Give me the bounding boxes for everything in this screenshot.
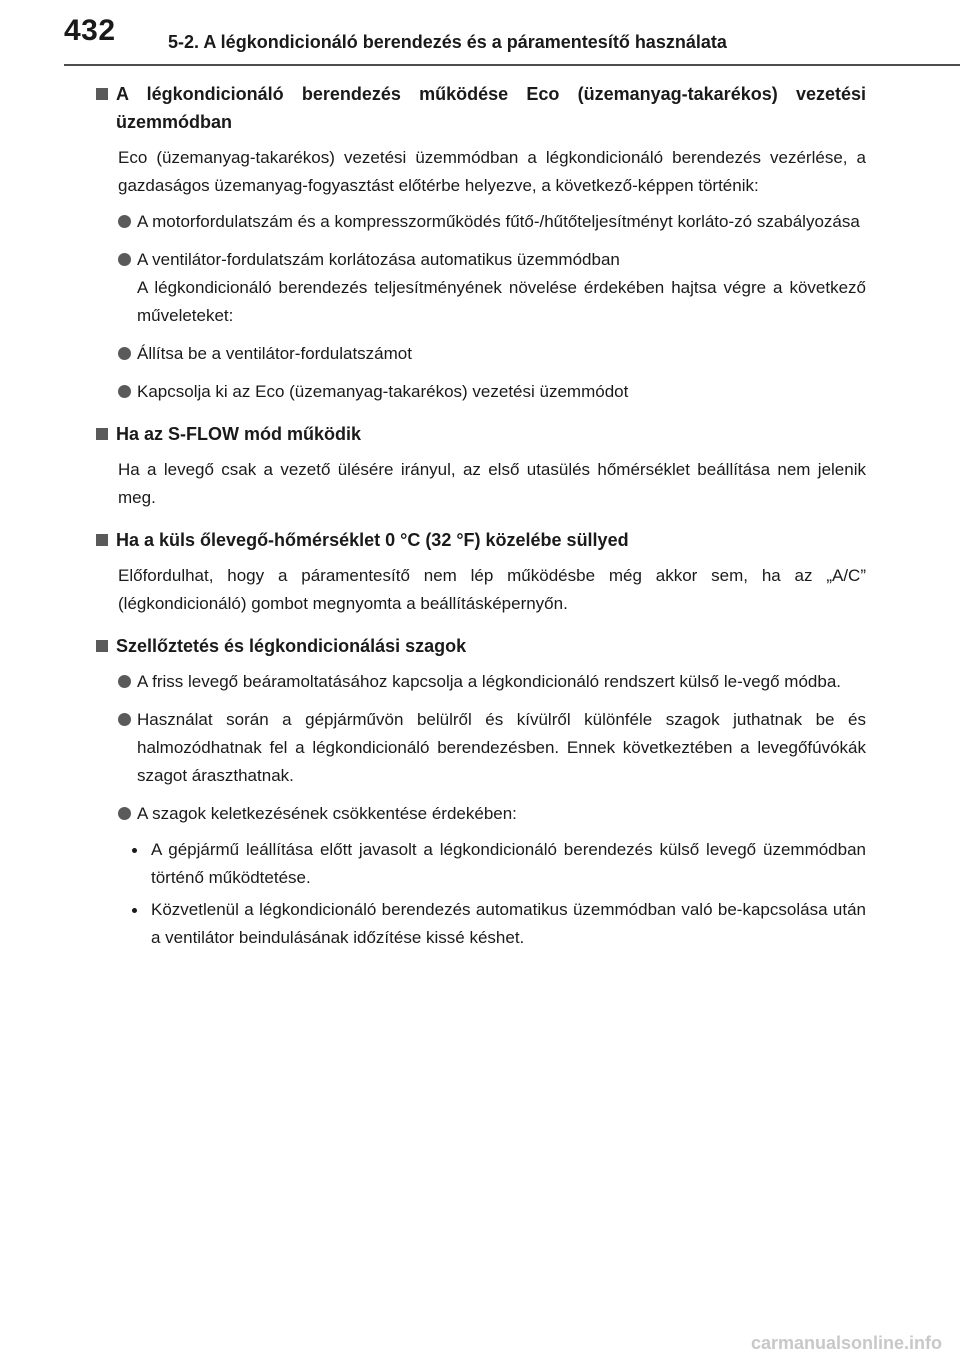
page-body bbox=[96, 80, 866, 966]
list-item-line: A ventilátor-fordulatszám korlátozása automatikus üzemmódban bbox=[137, 250, 620, 269]
list-item-text: A friss levegő beáramoltatásához kapcsolja a légkondicionáló rendszert külső le-vegő módba. bbox=[137, 672, 842, 691]
sub-list-item-text: A gépjármű leállítása előtt javasolt a légkondicionáló berendezés külső levegő üzemmódban történő működtetése. bbox=[151, 840, 866, 887]
square-bullet-icon bbox=[96, 534, 108, 546]
list-item bbox=[118, 340, 866, 368]
list-item bbox=[118, 800, 866, 828]
section-heading-text: Szellőztetés és légkondicionálási szagok bbox=[116, 636, 467, 656]
section-s-flow bbox=[96, 420, 866, 512]
section-paragraph: Eco (üzemanyag-takarékos) vezetési üzemmódban a légkondicionáló berendezés vezérlése, a gazdaságos üzemanyag-fogyasztást előtérbe helyezve, a következő-képpen történik: bbox=[118, 148, 866, 195]
section-paragraph: Előfordulhat, hogy a páramentesítő nem lép működésbe még akkor sem, ha az „A/C” (légkondicionáló) gombot megnyomta a beállításképernyőn. bbox=[118, 566, 866, 613]
circle-bullet-icon bbox=[118, 215, 131, 228]
sub-list-item-text: Közvetlenül a légkondicionáló berendezés automatikus üzemmódban való be-kapcsolása után a ventilátor beindulásának időzítése kissé késhet. bbox=[151, 900, 866, 947]
bullet-list bbox=[96, 668, 866, 828]
chapter-title: 5-2. A légkondicionáló berendezés és a páramentesítő használata bbox=[168, 32, 727, 52]
circle-bullet-icon bbox=[118, 713, 131, 726]
small-dot-bullet-icon bbox=[132, 908, 137, 913]
small-dot-bullet-icon bbox=[132, 848, 137, 853]
circle-bullet-icon bbox=[118, 675, 131, 688]
list-item bbox=[118, 668, 866, 696]
list-item bbox=[118, 706, 866, 790]
sub-bullet-list bbox=[118, 836, 866, 952]
section-heading-text: Ha a küls őlevegő-hőmérséklet 0 °C (32 °F) közelébe süllyed bbox=[116, 530, 629, 550]
list-item-extra: A légkondicionáló berendezés teljesítményének növelése érdekében hajtsa végre a következő műveleteket: bbox=[137, 278, 866, 325]
section-outside-temperature bbox=[96, 526, 866, 618]
circle-bullet-icon bbox=[118, 253, 131, 266]
section-heading bbox=[96, 632, 866, 660]
header-divider bbox=[64, 64, 960, 66]
section-ventilation-odors bbox=[96, 632, 866, 952]
list-item bbox=[118, 378, 866, 406]
circle-bullet-icon bbox=[118, 385, 131, 398]
section-heading-text: Ha az S-FLOW mód működik bbox=[116, 424, 362, 444]
circle-bullet-icon bbox=[118, 347, 131, 360]
page-number: 432 bbox=[64, 14, 116, 47]
section-heading bbox=[96, 526, 866, 554]
circle-bullet-icon bbox=[118, 807, 131, 820]
list-item bbox=[118, 208, 866, 236]
section-heading bbox=[96, 420, 866, 448]
page-header bbox=[0, 0, 960, 64]
section-paragraph: Ha a levegő csak a vezető ülésére irányul, az első utasülés hőmérséklet beállítása nem jelenik meg. bbox=[118, 460, 866, 507]
list-item-text: Használat során a gépjárművön belülről és kívülről különféle szagok juthatnak be és halmozódhatnak fel a légkondicionáló berendezésben. Ennek következtében a levegőfúvókák szagot áraszthatnak. bbox=[137, 710, 866, 785]
section-eco-mode bbox=[96, 80, 866, 406]
square-bullet-icon bbox=[96, 640, 108, 652]
list-item-text: Állítsa be a ventilátor-fordulatszámot bbox=[137, 344, 412, 363]
square-bullet-icon bbox=[96, 88, 108, 100]
list-item-text: A motorfordulatszám és a kompresszorműködés fűtő-/hűtőteljesítményt korláto-zó szabályozása bbox=[137, 212, 860, 231]
list-item-text: A szagok keletkezésének csökkentése érdekében: bbox=[137, 804, 517, 823]
sub-list-item bbox=[118, 836, 866, 892]
watermark-text: carmanualsonline.info bbox=[750, 1333, 942, 1353]
square-bullet-icon bbox=[96, 428, 108, 440]
sub-list-item bbox=[118, 896, 866, 952]
bullet-list bbox=[96, 208, 866, 406]
section-heading-text: A légkondicionáló berendezés működése Eco (üzemanyag-takarékos) vezetési üzemmódban bbox=[116, 84, 866, 132]
list-item-text bbox=[137, 246, 866, 330]
section-heading bbox=[96, 80, 866, 136]
list-item bbox=[118, 246, 866, 330]
list-item-text: Kapcsolja ki az Eco (üzemanyag-takarékos) vezetési üzemmódot bbox=[137, 382, 629, 401]
